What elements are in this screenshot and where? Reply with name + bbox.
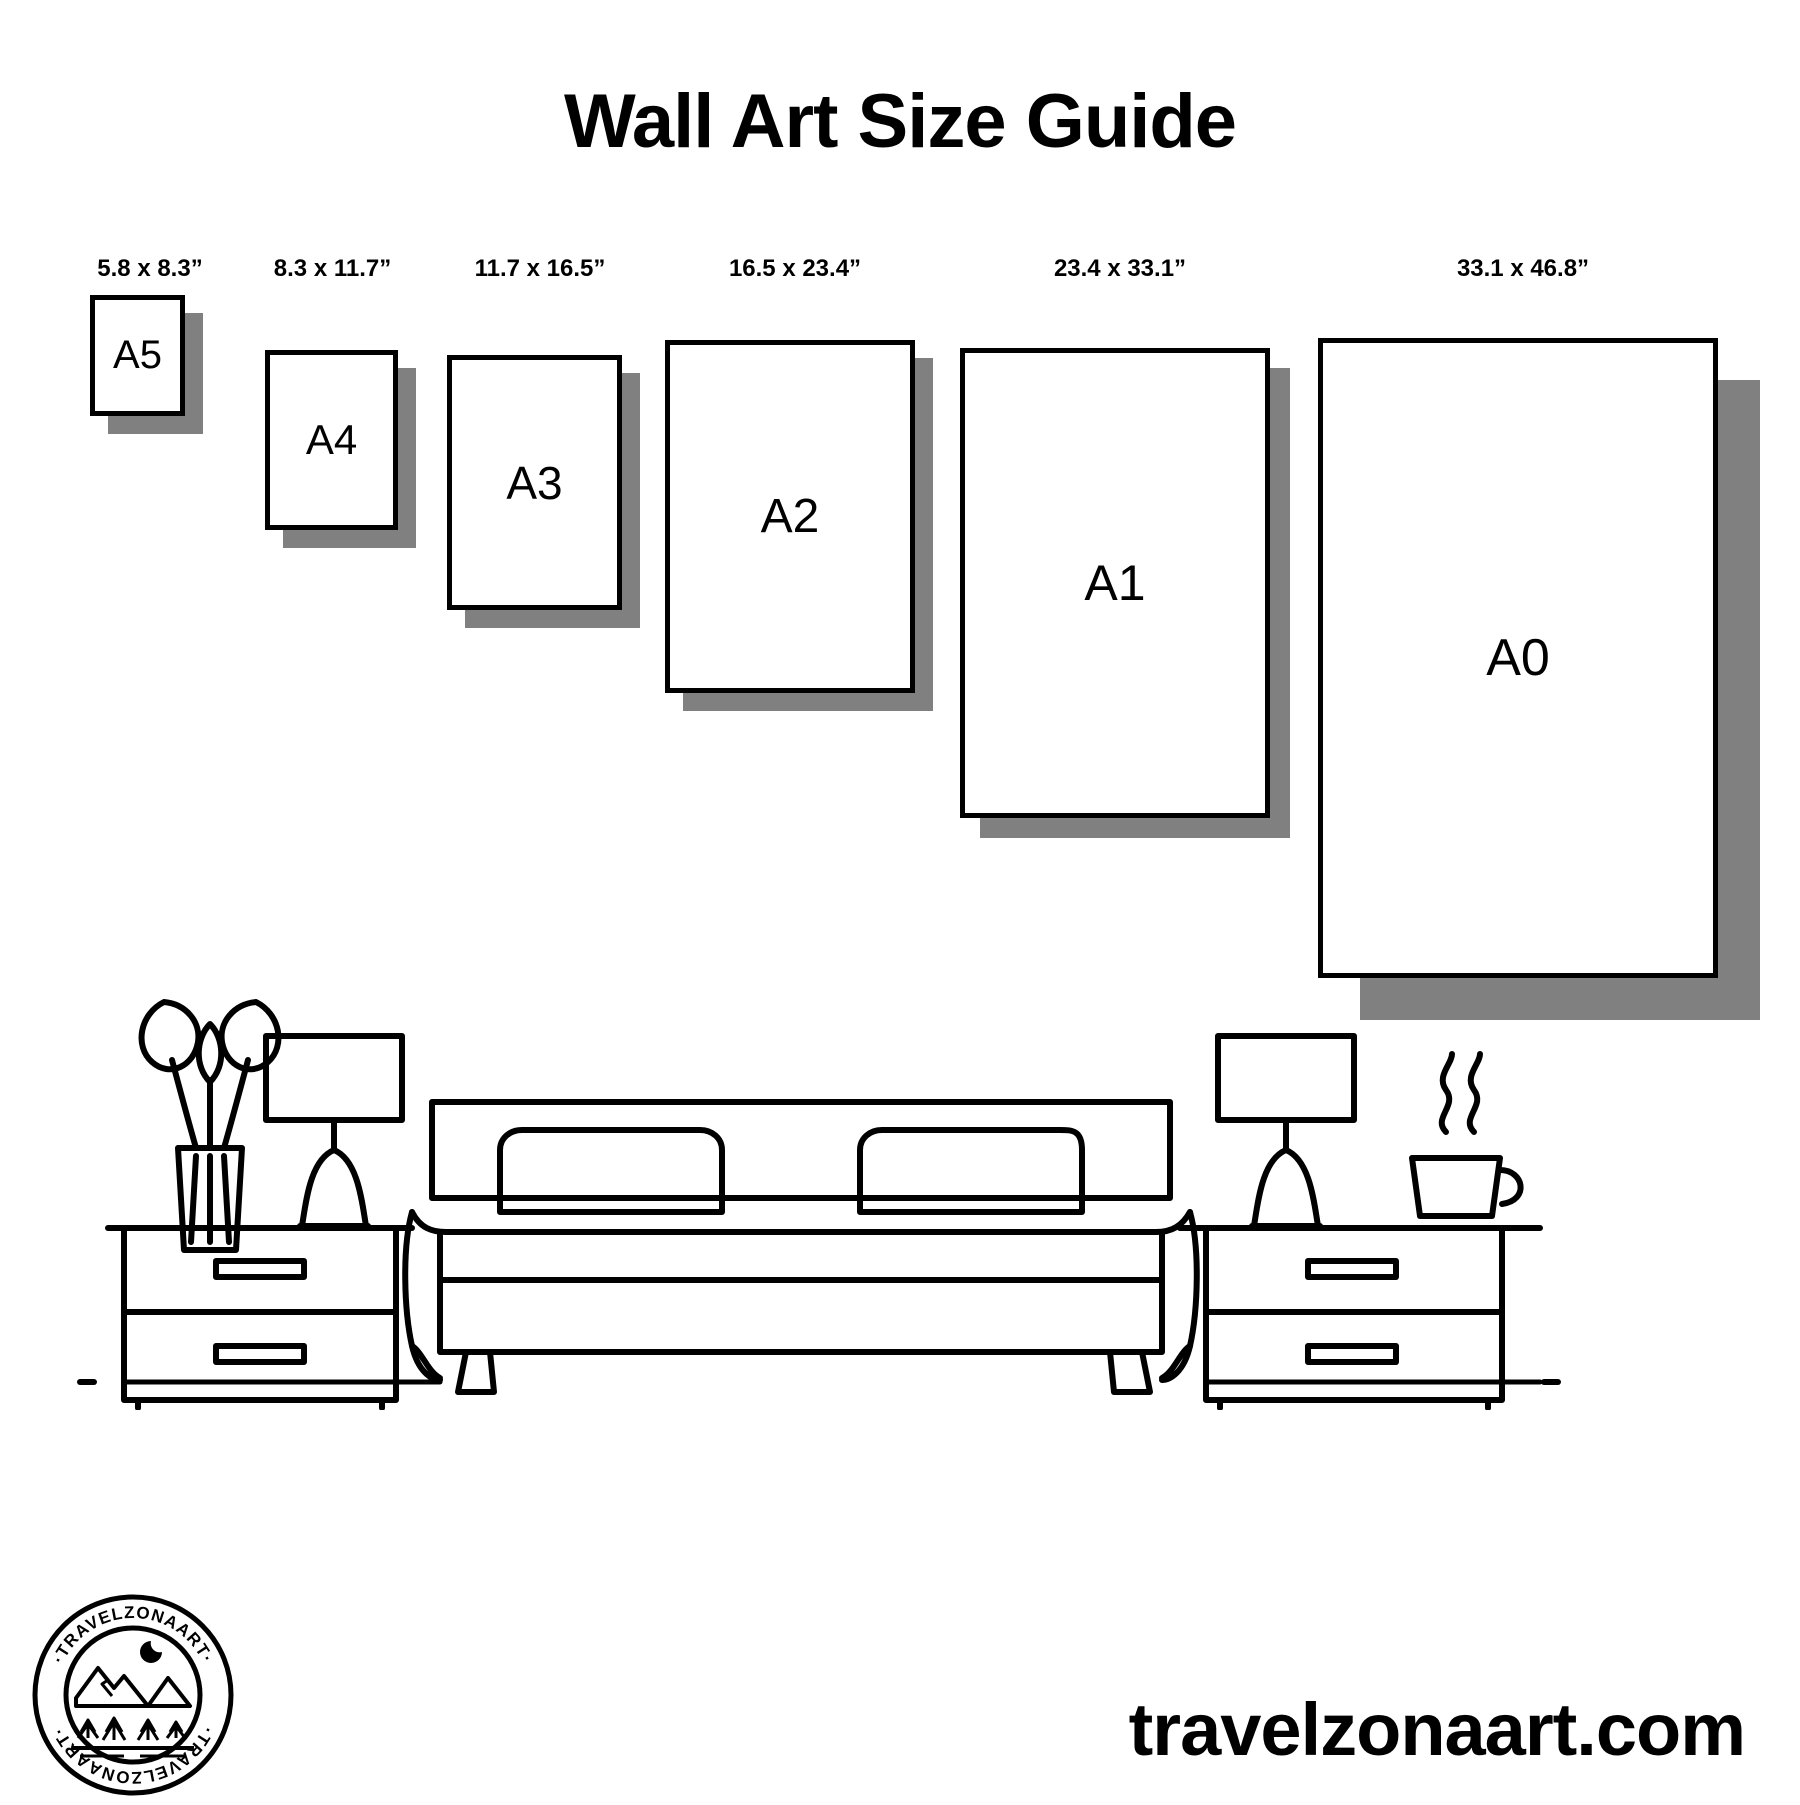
bed-icon xyxy=(150,1102,1197,1392)
frame-label-a3: A3 xyxy=(506,456,563,509)
frame-dimensions-a5: 5.8 x 8.3” xyxy=(97,255,203,282)
logo-scene-icon xyxy=(72,1641,194,1756)
frame-label-a0: A0 xyxy=(1486,629,1550,687)
logo-text-top: ·TRAVELZONAART· xyxy=(48,1602,218,1667)
frame-label-a4: A4 xyxy=(305,416,358,463)
page-title: Wall Art Size Guide xyxy=(563,79,1237,164)
frame-box-a2[interactable] xyxy=(665,340,915,693)
frame-label-a2: A2 xyxy=(760,490,820,543)
frame-dimensions-a0: 33.1 x 46.8” xyxy=(1456,255,1590,282)
table-lamp-right-icon xyxy=(1218,1036,1354,1226)
frame-box-a4[interactable] xyxy=(265,350,398,530)
frame-dimensions-a4: 8.3 x 11.7” xyxy=(273,255,392,282)
frame-label-a5: A5 xyxy=(113,333,162,377)
brand-logo[interactable] xyxy=(28,1590,238,1800)
frame-box-a1[interactable] xyxy=(960,348,1270,818)
frame-dimensions-a2: 16.5 x 23.4” xyxy=(728,255,862,282)
frame-label-a1: A1 xyxy=(1084,555,1146,611)
bedroom-scene-illustration xyxy=(60,980,1740,1410)
coffee-cup-icon xyxy=(1412,1054,1521,1216)
frame-dimensions-a3: 11.7 x 16.5” xyxy=(474,255,606,282)
nightstand-right-icon xyxy=(1180,1228,1558,1408)
plant-vase-icon xyxy=(142,1002,279,1250)
website-url[interactable]: travelzonaart.com xyxy=(1128,1688,1745,1771)
logo-text-bottom: ·TRAVELZONAART· xyxy=(48,1723,218,1788)
frame-box-a0[interactable] xyxy=(1318,338,1718,978)
frame-dimensions-a1: 23.4 x 33.1” xyxy=(1053,255,1187,282)
frame-box-a3[interactable] xyxy=(447,355,622,610)
svg-text:·TRAVELZONAART· xyxy=(49,1603,218,1667)
table-lamp-left-icon xyxy=(266,1036,402,1226)
frame-box-a5[interactable] xyxy=(90,295,185,416)
svg-text:·TRAVELZONAART· xyxy=(49,1724,218,1788)
